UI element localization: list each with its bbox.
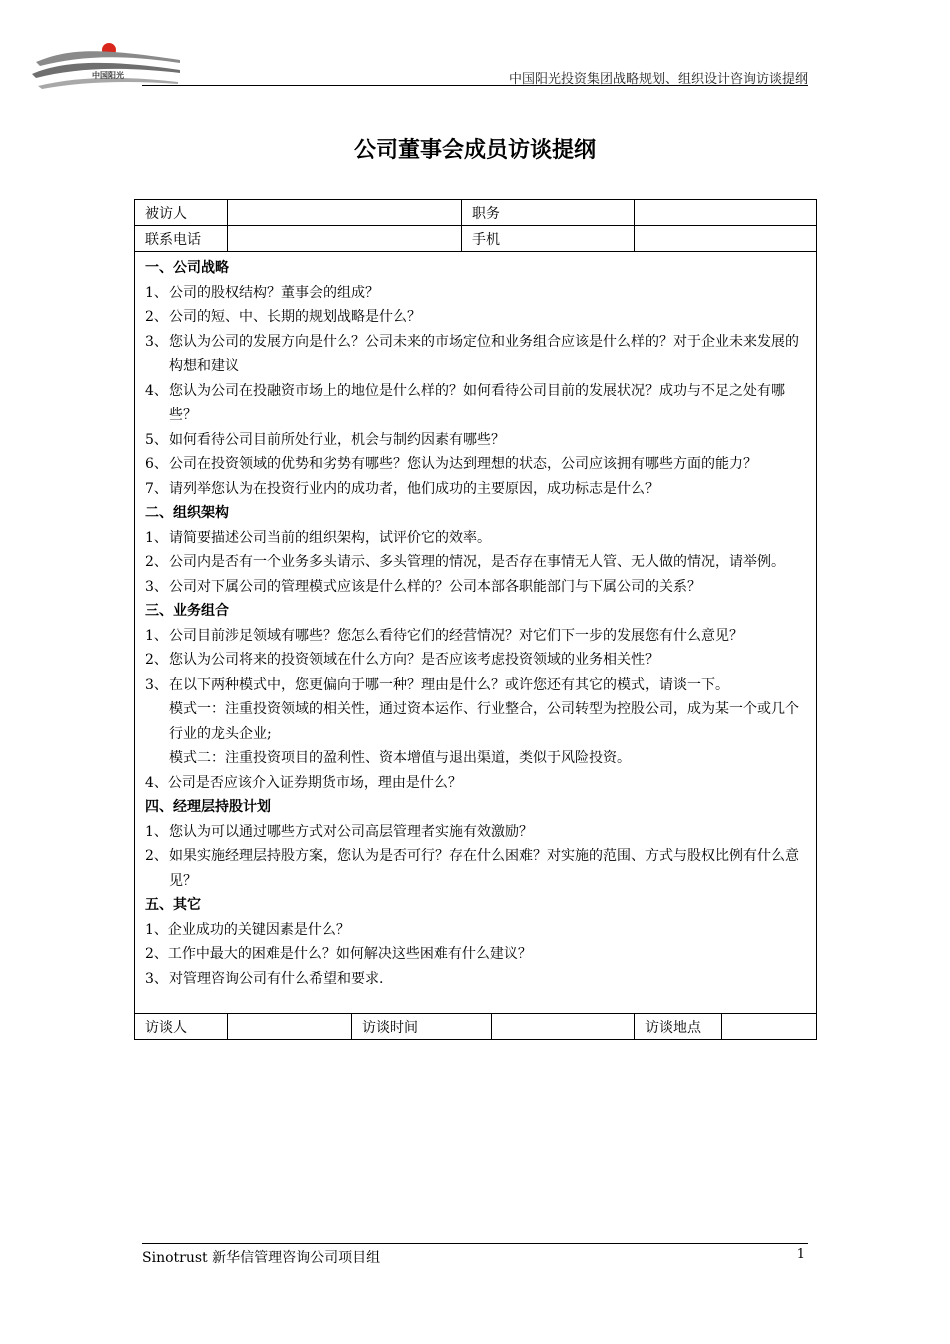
question-item: 2、如果实施经理层持股方案，您认为是否可行？存在什么困难？对实施的范围、方式与股权比例有什么意见？ (145, 848, 799, 889)
question-item: 2、公司的短、中、长期的规划战略是什么？ (145, 309, 421, 325)
question-item: 2、公司内是否有一个业务多头请示、多头管理的情况，是否存在事情无人管、无人做的情况，请举例。 (145, 554, 785, 570)
document-title: 公司董事会成员访谈提纲 (353, 138, 596, 163)
mode-option: 模式一：注重投资领域的相关性，通过资本运作、行业整合，公司转型为控股公司，成为某一个或几个行业的龙头企业; (169, 701, 799, 742)
page-number: 1 (796, 1247, 805, 1262)
interviewee-field[interactable] (228, 200, 462, 226)
section-title: 三、业务组合 (145, 603, 229, 619)
section-title: 五、其它 (145, 897, 201, 913)
form-row-interviewee (135, 200, 817, 226)
place-label: 访谈地点 (635, 1014, 722, 1040)
mobile-field[interactable] (635, 226, 817, 252)
position-field[interactable] (635, 200, 817, 226)
question-item: 5、如何看待公司目前所处行业，机会与制约因素有哪些？ (145, 431, 505, 448)
question-item: 2、您认为公司将来的投资领域在什么方向？是否应该考虑投资领域的业务相关性？ (145, 652, 659, 668)
question-item: 3、公司对下属公司的管理模式应该是什么样的？公司本部各职能部门与下属公司的关系？ (145, 578, 701, 595)
phone-label: 联系电话 (135, 226, 228, 252)
phone-field[interactable] (228, 226, 462, 252)
question-item: 1、公司目前涉足领域有哪些？您怎么看待它们的经营情况？对它们下一步的发展您有什么意见？ (145, 627, 743, 644)
section-title: 一、公司战略 (145, 260, 229, 276)
section-title: 四、经理层持股计划 (145, 799, 271, 815)
mobile-label: 手机 (462, 226, 635, 252)
question-item: 3、对管理咨询公司有什么希望和要求. (145, 970, 384, 987)
time-label: 访谈时间 (352, 1014, 492, 1040)
form-row-phone (135, 226, 817, 252)
interviewer-field[interactable] (228, 1014, 352, 1040)
time-field[interactable] (492, 1014, 635, 1040)
interview-form (134, 199, 817, 1040)
mode-option: 模式二：注重投资项目的盈利性、资本增值与退出渠道，类似于风险投资。 (169, 750, 631, 766)
logo-text: 中国阳光 (92, 70, 124, 80)
footer-divider (142, 1243, 808, 1244)
form-row-questions (135, 252, 817, 1014)
question-item: 1、公司的股权结构？董事会的组成？ (145, 284, 379, 301)
question-list (135, 252, 817, 1014)
section-title: 二、组织架构 (145, 505, 229, 521)
question-item: 1、您认为可以通过哪些方式对公司高层管理者实施有效激励？ (145, 823, 533, 840)
question-item: 3、在以下两种模式中，您更偏向于哪一种？理由是什么？或许您还有其它的模式，请谈一下。 (145, 676, 729, 693)
place-field[interactable] (722, 1014, 817, 1040)
form-row-interviewer (135, 1014, 817, 1040)
company-logo (30, 38, 185, 98)
question-item: 1、企业成功的关键因素是什么？ (145, 921, 350, 938)
question-item: 4、您认为公司在投融资市场上的地位是什么样的？如何看待公司目前的发展状况？成功与不足之处有哪些？ (145, 382, 785, 423)
header-divider (142, 85, 808, 86)
question-item: 6、公司在投资领域的优势和劣势有哪些？您认为达到理想的状态，公司应该拥有哪些方面的能力？ (145, 456, 757, 472)
question-item: 7、请列举您认为在投资行业内的成功者，他们成功的主要原因，成功标志是什么？ (145, 480, 659, 497)
position-label: 职务 (462, 200, 635, 226)
interviewee-label: 被访人 (135, 200, 228, 226)
header-title: 中国阳光投资集团战略规划、组织设计咨询访谈提纲 (508, 72, 808, 87)
question-item: 1、请简要描述公司当前的组织架构，试评价它的效率。 (145, 529, 491, 546)
question-item: 4、公司是否应该介入证券期货市场，理由是什么？ (145, 774, 462, 791)
interviewer-label: 访谈人 (135, 1014, 228, 1040)
question-item: 3、您认为公司的发展方向是什么？公司未来的市场定位和业务组合应该是什么样的？对于企业未来发展的构想和建议 (145, 333, 799, 374)
footer-org: Sinotrust 新华信管理咨询公司项目组 (142, 1250, 381, 1266)
question-item: 2、工作中最大的困难是什么？如何解决这些困难有什么建议？ (145, 946, 532, 962)
